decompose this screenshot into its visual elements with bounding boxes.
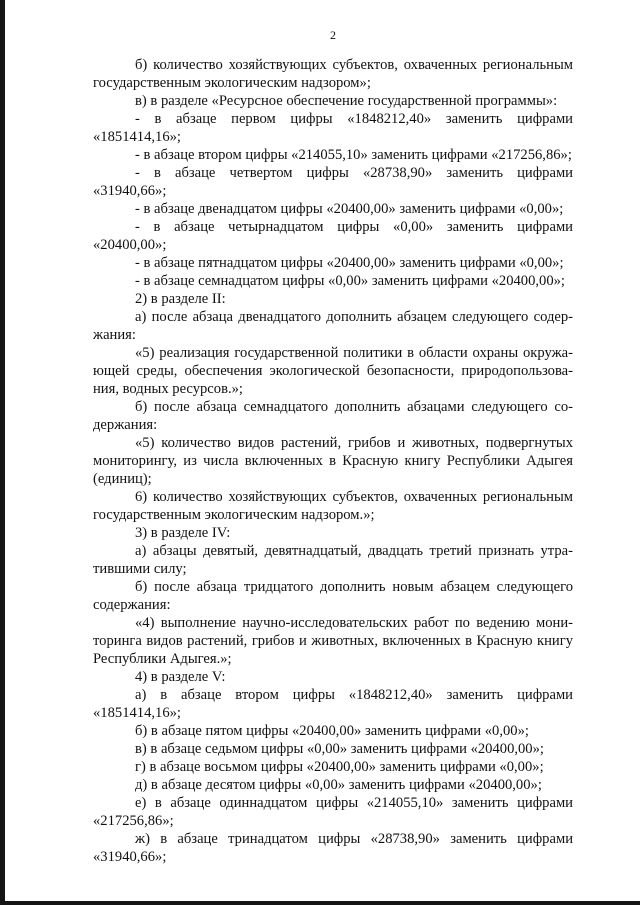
- text-line: Республики Адыгея.»;: [93, 651, 232, 667]
- text-line: «5) реализация государственной политики в области охраны окружа-: [135, 345, 573, 361]
- text-line: а) в абзаце втором цифры «1848212,40» заменить цифрами: [135, 687, 573, 703]
- text-line: держания:: [93, 417, 158, 433]
- text-line: «1851414,16»;: [93, 705, 181, 721]
- text-line: - в абзаце четвертом цифры «28738,90» заменить цифрами: [135, 165, 573, 181]
- text-line: жания:: [93, 327, 136, 343]
- text-line: - в абзаце двенадцатом цифры «20400,00» заменить цифрами «0,00»;: [135, 201, 564, 217]
- text-line: - в абзаце четырнадцатом цифры «0,00» заменить цифрами: [135, 219, 573, 235]
- text-line: государственным экологическим надзором.»;: [93, 507, 375, 523]
- text-line: д) в абзаце десятом цифры «0,00» заменить цифрами «20400,00»;: [135, 777, 542, 793]
- scan-edge-left: [0, 0, 5, 905]
- text-line: в) в абзаце седьмом цифры «0,00» заменить цифрами «20400,00»;: [135, 741, 544, 757]
- text-line: тившими силу;: [93, 561, 187, 577]
- text-line: 6) количество хозяйствующих субъектов, охваченных региональным: [135, 489, 573, 505]
- text-line: «1851414,16»;: [93, 129, 181, 145]
- text-line: г) в абзаце восьмом цифры «20400,00» заменить цифрами «0,00»;: [135, 759, 544, 775]
- text-line: торинга видов растений, грибов и животных, включенных в Красную книгу: [93, 633, 573, 649]
- text-line: мониторингу, из числа включенных в Красную книгу Республики Адыгея: [93, 453, 573, 469]
- page-number: 2: [330, 28, 336, 42]
- text-line: ющей среды, обеспечения экологической безопасности, природопользова-: [93, 363, 573, 379]
- text-line: - в абзаце семнадцатом цифры «0,00» заменить цифрами «20400,00»;: [135, 273, 565, 289]
- text-line: а) абзацы девятый, девятнадцатый, двадцать третий признать утра-: [135, 543, 573, 559]
- text-line: б) в абзаце пятом цифры «20400,00» заменить цифрами «0,00»;: [135, 723, 529, 739]
- text-line: а) после абзаца двенадцатого дополнить абзацем следующего содер-: [135, 309, 573, 325]
- text-line: в) в разделе «Ресурсное обеспечение государственной программы»:: [135, 93, 558, 109]
- text-line: 2) в разделе II:: [135, 291, 226, 307]
- text-line: 3) в разделе IV:: [135, 525, 231, 541]
- text-line: ния, водных ресурсов.»;: [93, 381, 243, 397]
- text-line: «217256,86»;: [93, 813, 174, 829]
- text-line: - в абзаце втором цифры «214055,10» заменить цифрами «217256,86»;: [135, 147, 572, 163]
- text-line: - в абзаце пятнадцатом цифры «20400,00» заменить цифрами «0,00»;: [135, 255, 564, 271]
- text-line: (единиц);: [93, 471, 152, 487]
- text-line: 4) в разделе V:: [135, 669, 226, 685]
- text-line: «31940,66»;: [93, 849, 167, 865]
- text-line: ж) в абзаце тринадцатом цифры «28738,90» заменить цифрами: [135, 831, 573, 847]
- text-line: е) в абзаце одиннадцатом цифры «214055,10» заменить цифрами: [135, 795, 573, 811]
- text-line: б) количество хозяйствующих субъектов, охваченных региональным: [135, 57, 573, 73]
- text-line: содержания:: [93, 597, 171, 613]
- text-line: «20400,00»;: [93, 237, 167, 253]
- scan-edge-bottom: [0, 901, 640, 905]
- text-line: «31940,66»;: [93, 183, 167, 199]
- text-line: «4) выполнение научно-исследовательских работ по ведению мони-: [135, 615, 573, 631]
- text-line: - в абзаце первом цифры «1848212,40» заменить цифрами: [135, 111, 573, 127]
- text-line: б) после абзаца семнадцатого дополнить абзацами следующего со-: [135, 399, 573, 415]
- text-line: «5) количество видов растений, грибов и животных, подвергнутых: [135, 435, 573, 451]
- text-line: государственным экологическим надзором»;: [93, 75, 371, 91]
- text-line: б) после абзаца тридцатого дополнить новым абзацем следующего: [135, 579, 573, 595]
